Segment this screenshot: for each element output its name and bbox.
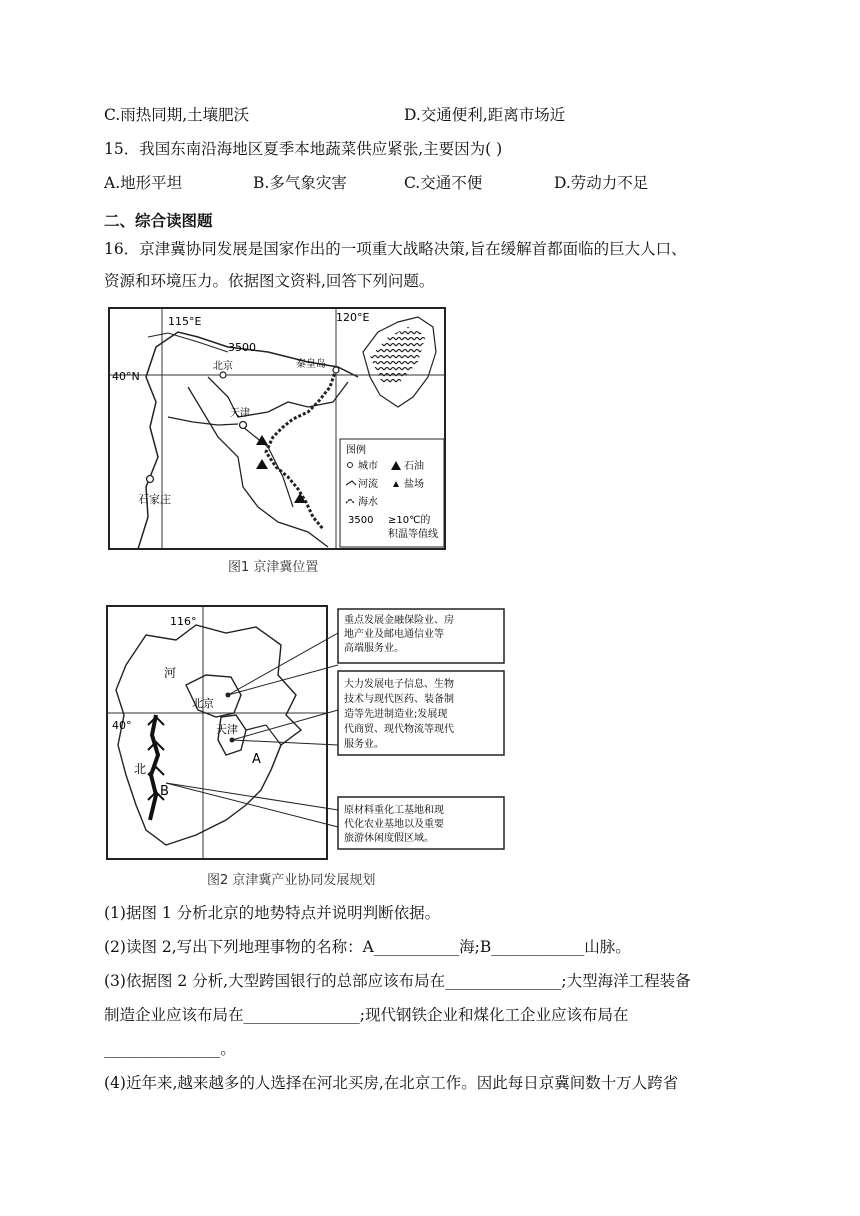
lat-40-label-2: 40°	[112, 719, 132, 732]
isoline-value-label: 3500	[228, 341, 256, 354]
label-B: B	[160, 784, 169, 799]
lon-120-label: 120°E	[336, 311, 370, 324]
box1-line3: 高端服务业。	[344, 643, 404, 654]
q16-intro-line2: 资源和环境压力。依据图文资料,回答下列问题。	[104, 272, 435, 290]
legend-iso-desc1: ≥10℃的	[388, 515, 431, 526]
question-4: (4)近年来,越来越多的人选择在河北买房,在北京工作。因此每日京冀间数十万人跨省	[104, 1074, 679, 1092]
box1-line1: 重点发展金融保险业、房	[344, 615, 454, 626]
q14-option-c: C.雨热同期,土壤肥沃	[104, 106, 250, 124]
question-3-line2: 制造企业应该布局在_______________;现代钢铁企业和煤化工企业应该布局在	[104, 1006, 629, 1024]
region-beijing-label: 北京	[192, 697, 214, 710]
figure1-caption: 图1 京津冀位置	[228, 560, 319, 575]
legend-sea: 海水	[358, 497, 378, 508]
figure2-map	[106, 605, 506, 861]
legend-river: 河流	[358, 479, 378, 490]
legend-title: 图例	[346, 445, 366, 456]
box1-line2: 地产业及邮电通信业等	[344, 629, 444, 640]
q15-stem: 15．我国东南沿海地区夏季本地蔬菜供应紧张,主要因为( )	[104, 140, 503, 158]
city-tianjin-label: 天津	[230, 408, 250, 419]
legend-oil: 石油	[404, 461, 424, 472]
box2-line5: 服务业。	[344, 739, 384, 750]
city-beijing-label: 北京	[213, 361, 233, 372]
figure2-caption: 图2 京津冀产业协同发展规划	[207, 873, 376, 888]
box3-line3: 旅游休闲度假区域。	[344, 833, 434, 844]
legend-salt: 盐场	[404, 479, 424, 490]
question-3-line3: _______________。	[104, 1040, 236, 1058]
question-1: (1)据图 1 分析北京的地势特点并说明判断依据。	[104, 904, 441, 922]
box3-line2: 代化农业基地以及重要	[344, 819, 444, 830]
box3-line1: 原材料重化工基地和现	[344, 805, 444, 816]
lon-116-label: 116°	[170, 615, 197, 628]
question-3-line1: (3)依据图 2 分析,大型跨国银行的总部应该布局在_______________;大型海洋工程装备	[104, 972, 691, 990]
q15-option-a: A.地形平坦	[104, 174, 183, 192]
box2-line3: 造等先进制造业;发展现	[344, 709, 448, 720]
box2-line2: 技术与现代医药、装备制	[344, 694, 454, 705]
q16-intro-line1: 16．京津冀协同发展是国家作出的一项重大战略决策,旨在缓解首都面临的巨大人口、	[104, 240, 687, 258]
region-he-label: 河	[164, 666, 177, 680]
legend-city: 城市	[358, 461, 378, 472]
lon-115-label: 115°E	[168, 315, 202, 328]
q15-option-b: B.多气象灾害	[253, 174, 347, 192]
question-2: (2)读图 2,写出下列地理事物的名称：A___________海;B____________山脉。	[104, 938, 631, 956]
box2-line4: 代商贸、现代物流等现代	[344, 724, 454, 735]
label-A: A	[252, 752, 261, 767]
box2-line1: 大力发展电子信息、生物	[344, 679, 454, 690]
q15-option-c: C.交通不便	[404, 174, 483, 192]
q14-option-d: D.交通便利,距离市场近	[404, 106, 566, 124]
legend-iso-desc2: 积温等值线	[388, 529, 438, 540]
figure1-map	[108, 307, 446, 550]
q15-option-d: D.劳动力不足	[554, 174, 649, 192]
city-shijiazhuang-label: 石家庄	[138, 493, 171, 506]
section-title: 二、综合读图题	[104, 212, 213, 230]
city-qinhuangdao-label: 秦皇岛	[296, 359, 326, 370]
region-bei-label: 北	[134, 762, 147, 776]
lat-40-label: 40°N	[112, 370, 140, 383]
region-tianjin-label: 天津	[216, 723, 238, 736]
legend-iso-value: 3500	[348, 515, 374, 526]
